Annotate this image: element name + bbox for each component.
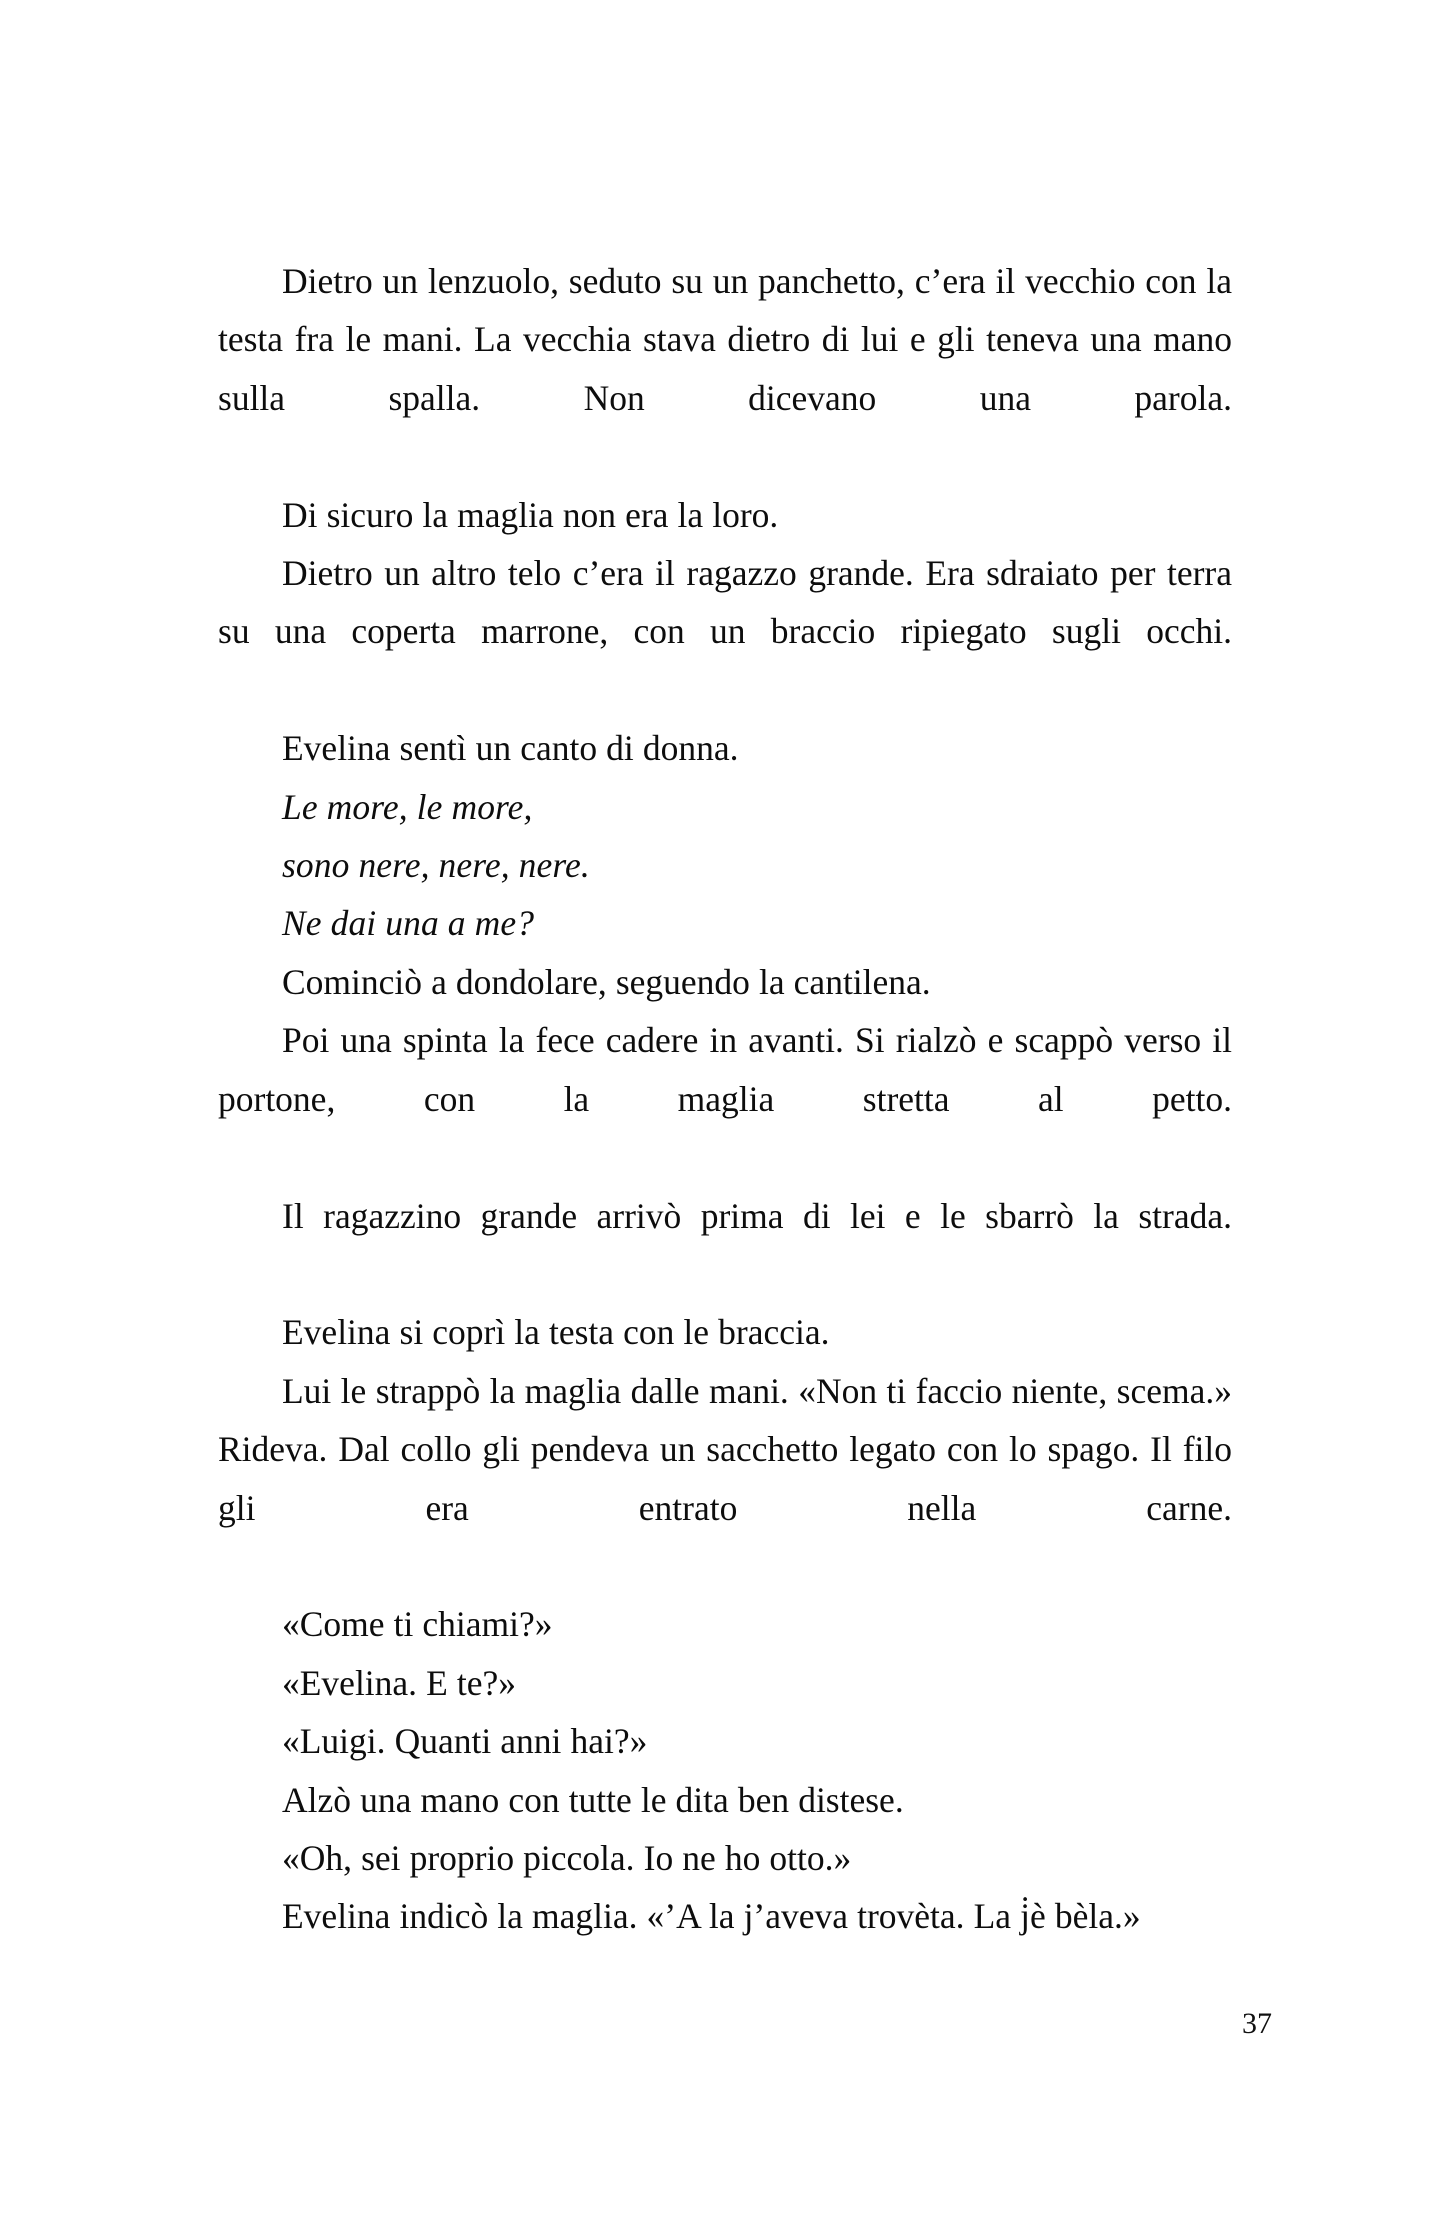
paragraph: Dietro un lenzuolo, seduto su un panchetto, c’era il vecchio con la testa fra le mani. La vecchia stava dietro di lui e gli teneva una mano sulla spalla. Non dicevano una parola. (218, 261, 1232, 418)
page-number: 37 (1242, 2007, 1272, 2040)
paragraph: Evelina si coprì la testa con le braccia. (282, 1312, 830, 1353)
page-text-block (218, 252, 1232, 1946)
lyric-line: Ne dai una a me? (282, 903, 535, 944)
paragraph: «Come ti chiami?» (282, 1604, 553, 1645)
paragraph: «Evelina. E te?» (282, 1662, 517, 1703)
paragraph: Evelina sentì un canto di donna. (282, 728, 739, 769)
paragraph: Dietro un altro telo c’era il ragazzo grande. Era sdraiato per terra su una coperta marrone, con un braccio ripiegato sugli occhi. (218, 553, 1232, 652)
paragraph: Lui le strappò la maglia dalle mani. «Non ti faccio niente, scema.» Rideva. Dal collo gli pendeva un sacchetto legato con lo spago. Il filo gli era entrato nella carne. (218, 1370, 1232, 1528)
paragraph: «Oh, sei proprio piccola. Io ne ho otto.» (282, 1837, 852, 1878)
paragraph: Evelina indicò la maglia. «’A la j’aveva trovèta. La j̇è bèla.» (282, 1896, 1141, 1937)
paragraph: Il ragazzino grande arrivò prima di lei e le sbarrò la strada. (282, 1195, 1232, 1236)
lyric-line: sono nere, nere, nere. (282, 845, 590, 886)
paragraph: Di sicuro la maglia non era la loro. (282, 494, 779, 535)
paragraph: Cominciò a dondolare, seguendo la cantilena. (282, 961, 931, 1002)
lyric-line: Le more, le more, (282, 786, 533, 827)
paragraph: Poi una spinta la fece cadere in avanti. Si rialzò e scappò verso il portone, con la maglia stretta al petto. (218, 1020, 1232, 1119)
paragraph: «Luigi. Quanti anni hai?» (282, 1721, 648, 1762)
paragraph: Alzò una mano con tutte le dita ben distese. (282, 1779, 904, 1820)
